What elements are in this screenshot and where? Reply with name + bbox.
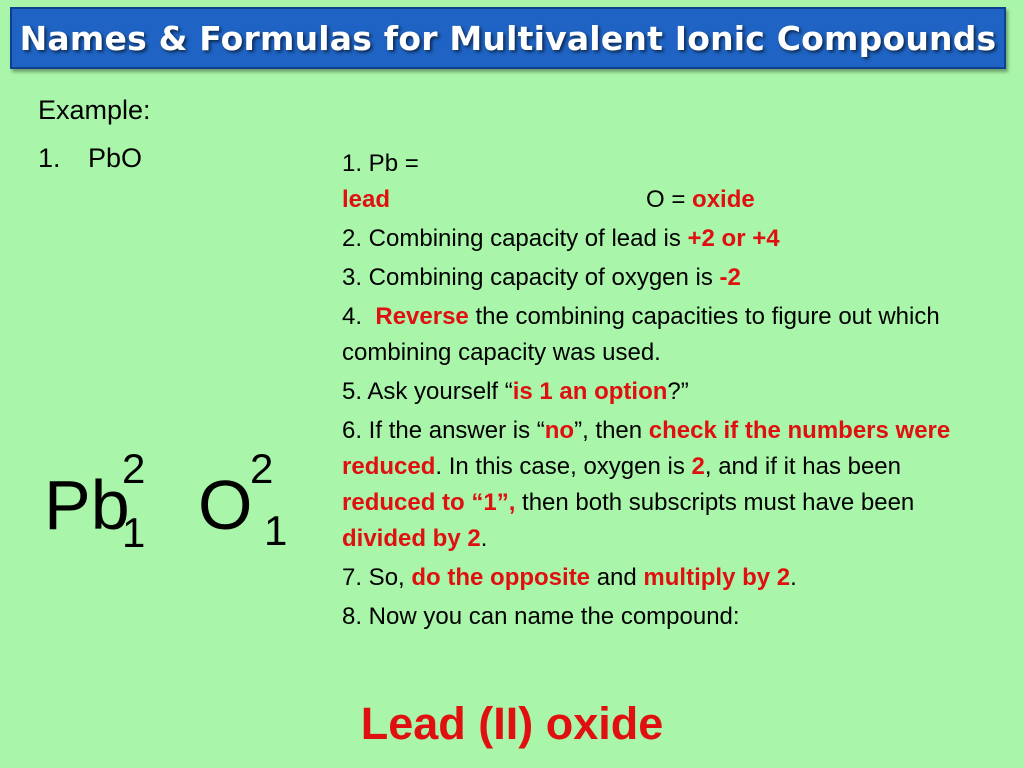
step-3-highlight: -2 [719,264,741,291]
example-item [38,140,151,188]
step-2 [342,221,982,257]
step-6-text-5: then both subscripts must have been [515,489,915,516]
step-2-highlight: +2 or +4 [687,225,780,252]
formula-oxygen-subscript: 1 [264,507,288,554]
step-4 [342,299,982,371]
step-6-highlight-two: 2 [691,453,705,480]
step-6-text-1: 6. If the answer is “ [342,417,545,444]
step-7-highlight-opposite: do the opposite [411,564,591,591]
step-6 [342,413,982,557]
step-4-text: the combining capacities to figure out which combining capacity was used. [342,303,940,366]
step-6-highlight-reduced: reduced to “1”, [342,489,516,516]
step-1-oxygen-text: O = [646,186,693,213]
step-3 [342,260,982,296]
step-1-highlight-oxide: oxide [692,186,755,213]
formula-lead-subscript: 1 [122,509,146,556]
step-7 [342,560,982,596]
example-block [38,92,151,188]
page-title: Names & Formulas for Multivalent Ionic Compounds [19,18,997,58]
formula-element-oxygen: O [198,466,253,544]
step-7-end: . [790,564,797,591]
step-5-end: ?” [667,378,689,405]
formula-element-lead: Pb [44,466,130,544]
chemical-formula [44,440,304,570]
step-4-number: 4. [342,303,376,330]
step-6-highlight-no: no [544,417,575,444]
step-6-text-6: . [480,525,488,552]
steps-list [342,146,982,638]
step-7-highlight-multiply: multiply by 2 [643,564,791,591]
step-6-text-3: . In this case, oxygen is [435,453,692,480]
step-6-text-2: ”, then [574,417,649,444]
title-bar [10,7,1006,69]
step-6-text-4: , and if it has been [704,453,901,480]
formula-lead-superscript: 2 [122,445,146,492]
step-6-highlight-divided: divided by 2 [342,525,481,552]
example-item-text: PbO [88,143,143,173]
step-1 [342,146,982,218]
formula-oxygen-superscript: 2 [250,445,274,492]
step-3-text: 3. Combining capacity of oxygen is [342,264,720,291]
answer-compound-name: Lead (II) oxide [360,698,664,749]
step-8-text: 8. Now you can name the compound: [342,603,740,630]
step-1-text: 1. Pb = [342,150,419,177]
step-2-text: 2. Combining capacity of lead is [342,225,688,252]
step-7-text: 7. So, [342,564,412,591]
step-1-highlight-lead: lead [342,186,391,213]
example-label: Example: [38,95,151,125]
step-7-mid: and [590,564,644,591]
step-5 [342,374,982,410]
example-item-number: 1. [38,143,61,173]
step-5-highlight: is 1 an option [512,378,668,405]
step-6-highlight-check: check if the numbers were reduced [342,417,951,480]
step-5-text: 5. Ask yourself “ [342,378,513,405]
step-4-highlight: Reverse [375,303,469,330]
step-8 [342,599,982,635]
